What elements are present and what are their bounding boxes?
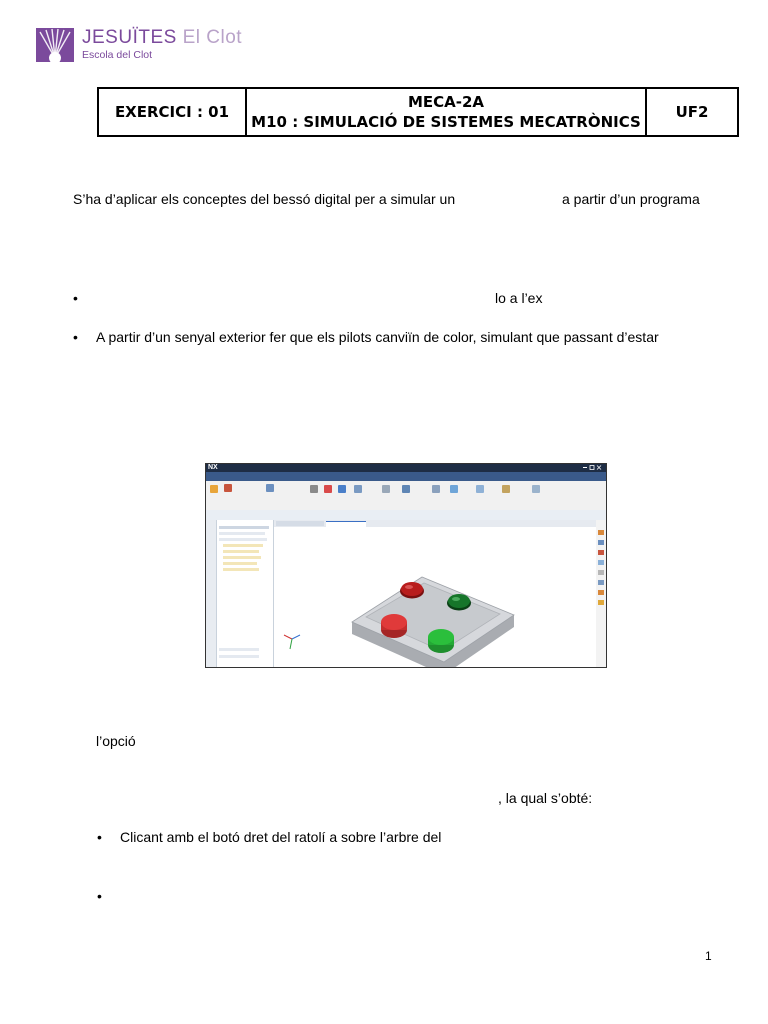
ribbon-tool-icon[interactable] bbox=[266, 484, 274, 492]
bullet-3-text: Clicant amb el botó dret del ratolí a sobre l’arbre del bbox=[120, 829, 442, 845]
ribbon-tool-icon[interactable] bbox=[324, 485, 332, 493]
navigator-row[interactable] bbox=[223, 556, 261, 559]
bullet-item-3 bbox=[97, 829, 737, 845]
navigator-row[interactable] bbox=[219, 538, 267, 541]
ribbon-tool-icon[interactable] bbox=[354, 485, 362, 493]
ribbon-tool-icon[interactable] bbox=[224, 484, 232, 492]
logo-brand-main: JESUÏTES bbox=[82, 27, 177, 48]
module-cell bbox=[246, 88, 646, 136]
school-logo bbox=[36, 28, 242, 62]
bullet-item-1 bbox=[73, 290, 733, 306]
ribbon-tool-icon[interactable] bbox=[432, 485, 440, 493]
navigator-row[interactable] bbox=[219, 532, 265, 535]
navigator-row[interactable] bbox=[223, 550, 259, 553]
logo-brand-suffix: El Clot bbox=[182, 27, 243, 48]
bullet-symbol: • bbox=[73, 329, 78, 345]
intro-text-right: a partir d’un programa bbox=[562, 191, 700, 207]
control-box-model bbox=[274, 527, 596, 667]
ribbon-tool-icon[interactable] bbox=[210, 485, 218, 493]
navigator-row[interactable] bbox=[219, 648, 259, 651]
ribbon-tool-icon[interactable] bbox=[532, 485, 540, 493]
ribbon-tool-icon[interactable] bbox=[450, 485, 458, 493]
nx-right-toolbar[interactable] bbox=[596, 520, 606, 667]
logo-emblem-icon bbox=[36, 28, 74, 62]
navigator-row[interactable] bbox=[223, 544, 263, 547]
option-text: l’opció bbox=[96, 733, 136, 749]
navigator-row[interactable] bbox=[223, 562, 257, 565]
module-title: M10 : SIMULACIÓ DE SISTEMES MECATRÒNICS bbox=[251, 113, 641, 131]
nx-ribbon-toolbar[interactable] bbox=[206, 481, 606, 511]
tab-start-page[interactable] bbox=[276, 521, 324, 526]
nx-graphics-window[interactable] bbox=[274, 527, 596, 667]
nx-document-tabs[interactable] bbox=[274, 520, 604, 527]
ribbon-tool-icon[interactable] bbox=[402, 485, 410, 493]
nx-menubar[interactable] bbox=[206, 472, 606, 481]
window-controls-icon bbox=[583, 465, 603, 471]
ribbon-tool-icon[interactable] bbox=[310, 485, 318, 493]
nx-app-logo: NX bbox=[208, 464, 218, 471]
ribbon-tool-icon[interactable] bbox=[476, 485, 484, 493]
coordinate-triad-icon bbox=[284, 635, 300, 649]
logo-brand bbox=[82, 28, 242, 48]
ribbon-tool-icon[interactable] bbox=[502, 485, 510, 493]
navigator-row[interactable] bbox=[219, 655, 259, 658]
nx-titlebar bbox=[206, 464, 606, 472]
bullet-symbol: • bbox=[73, 290, 78, 306]
nx-assembly-navigator[interactable] bbox=[217, 520, 274, 667]
course-code: MECA-2A bbox=[407, 93, 485, 111]
navigator-row[interactable] bbox=[223, 568, 259, 571]
intro-text-left: S’ha d’aplicar els conceptes del bessó digital per a simular un bbox=[73, 191, 456, 207]
exercise-header-table bbox=[97, 87, 739, 137]
bullet-symbol: • bbox=[97, 888, 102, 904]
bullet-1-text: lo a l’ex bbox=[495, 290, 543, 306]
obtained-text: , la qual s’obté: bbox=[498, 790, 593, 806]
bullet-symbol: • bbox=[97, 829, 102, 845]
logo-subtitle: Escola del Clot bbox=[82, 49, 153, 61]
unit-code: UF2 bbox=[646, 88, 738, 136]
navigator-row[interactable] bbox=[219, 526, 269, 529]
bullet-item-2 bbox=[73, 329, 733, 345]
exercise-number: EXERCICI : 01 bbox=[98, 88, 246, 136]
nx-resource-bar[interactable] bbox=[206, 520, 217, 667]
bullet-2-text: A partir d’un senyal exterior fer que els pilots canviïn de color, simulant que passant d’estar bbox=[96, 329, 659, 345]
ribbon-tool-icon[interactable] bbox=[338, 485, 346, 493]
bullet-item-4 bbox=[97, 888, 737, 904]
page-number: 1 bbox=[705, 949, 712, 963]
ribbon-tool-icon[interactable] bbox=[382, 485, 390, 493]
nx-screenshot bbox=[205, 463, 607, 668]
